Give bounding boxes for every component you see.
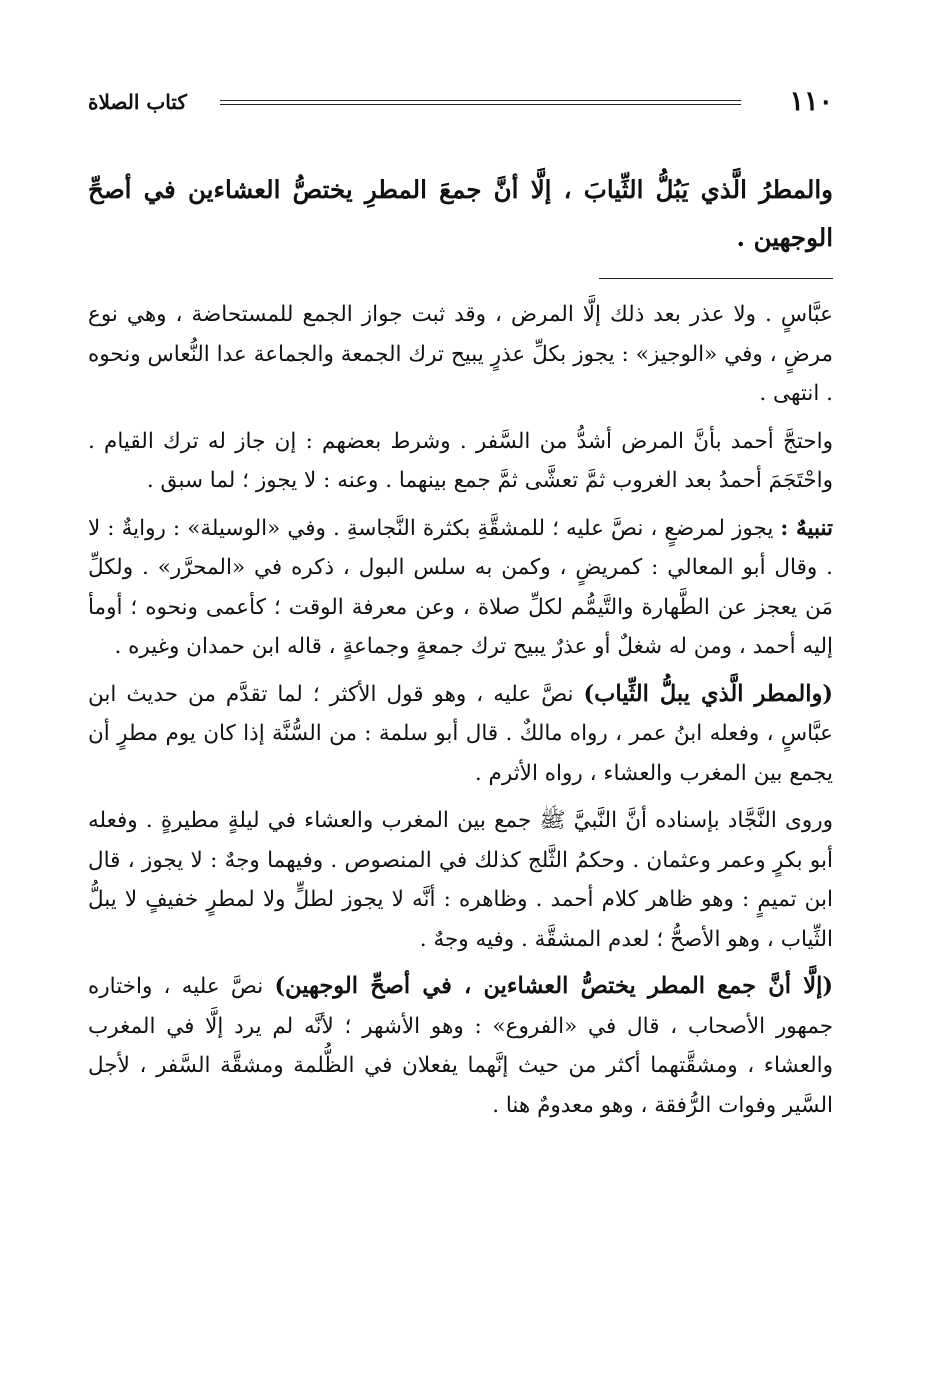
running-header (88, 80, 833, 122)
paragraph-text: واحتجَّ أحمد بأنَّ المرض أشدُّ من السَّفر . وشرط بعضهم : إن جاز له ترك القيام . واحْتَجَمَ أحمدُ بعد الغروب ثمَّ تعشَّى ثمَّ جمع بينهما . وعنه : لا يجوز ؛ لما سبق . (88, 428, 833, 493)
paragraph-lead: تنبيهٌ : (780, 515, 834, 541)
commentary-paragraph (88, 967, 833, 1125)
book-title: كتاب الصلاة (88, 90, 187, 114)
paragraph-text: وروى النَّجَّاد بإسناده أنَّ النَّبيَّ ﷺ جمع بين المغرب والعشاء في ليلةٍ مطيرةٍ . وفعله أبو بكرٍ وعمر وعثمان . وحكمُ الثَّلج كذلك في المنصوص . وفيهما وجهٌ : لا يجوز ، قال ابن تميمٍ : وهو ظاهر كلام أحمد . وظاهره : أنَّه لا يجوز لطلٍّ ولا لمطرٍ خفيفٍ لا يبلُّ الثِّياب ، وهو الأصحُّ ؛ لعدم المشقَّة . وفيه وجهٌ . (88, 808, 833, 952)
commentary-paragraph (88, 295, 833, 414)
paragraph-text: يجوز لمرضعٍ ، نصَّ عليه ؛ للمشقَّةِ بكثرة النَّجاسةِ . وفي «الوسيلة» : روايةٌ : لا . وقال أبو المعالي : كمريضٍ ، وكمن به سلس البول ، ذكره في «المحرَّر» . ولكلِّ مَن يعجز عن الطَّهارة والتَّيمُّم لكلِّ صلاة ، وعن معرفة الوقت ؛ كأعمى ونحوه ؛ أومأ إليه أحمد ، ومن له شغلٌ أو عذرٌ يبيح ترك جمعةٍ وجماعةٍ ، قاله ابن حمدان وغيره . (88, 515, 833, 659)
commentary-paragraph (88, 675, 833, 794)
commentary-paragraph (88, 422, 833, 501)
commentary-paragraph (88, 509, 833, 667)
commentary-paragraph (88, 801, 833, 959)
matn-text: والمطرُ الَّذي يَبُلُّ الثِّيابَ ، إلَّا أنَّ جمعَ المطرِ يختصُّ العشاءين في أصحِّ الوجهين . (88, 175, 833, 252)
paragraph-lead: (والمطر الَّذي يبلُّ الثِّياب) (583, 680, 833, 707)
paragraph-text: عبَّاسٍ . ولا عذر بعد ذلك إلَّا المرض ، وقد ثبت جواز الجمع للمستحاضة ، وهي نوع مرضٍ ، وفي «الوجيز» : يجوز بكلِّ عذرٍ يبيح ترك الجمعة والجماعة عدا النُّعاس ونحوه . انتهى . (88, 302, 833, 406)
paragraph-text: نصَّ عليه ، وهو قول الأكثر ؛ لما تقدَّم من حديث ابن عبَّاسٍ ، وفعله ابنُ عمر ، رواه مالكٌ . قال أبو سلمة : من السُّنَّة إذا كان يوم مطرٍ أن يجمع بين المغرب والعشاء ، رواه الأثرم . (88, 681, 833, 786)
page-number: ١١٠ (789, 86, 833, 117)
header-double-rule (220, 100, 741, 105)
matn-separator-rule (599, 278, 833, 279)
paragraph-lead: (إلَّا أنَّ جمع المطر يختصُّ العشاءين ، في أصحِّ الوجهين) (274, 973, 833, 999)
book-page (88, 80, 833, 1133)
paragraph-text: نصَّ عليه ، واختاره جمهور الأصحاب ، قال في «الفروع» : وهو الأشهر ؛ لأنَّه لم يرد إلَّا في المغرب والعشاء ، ومشقَّتهما أكثر من حيث إنَّهما يفعلان في الظُّلمة ومشقَّة السَّفر ، لأجل السَّير وفوات الرُّفقة ، وهو معدومٌ هنا . (88, 974, 833, 1118)
